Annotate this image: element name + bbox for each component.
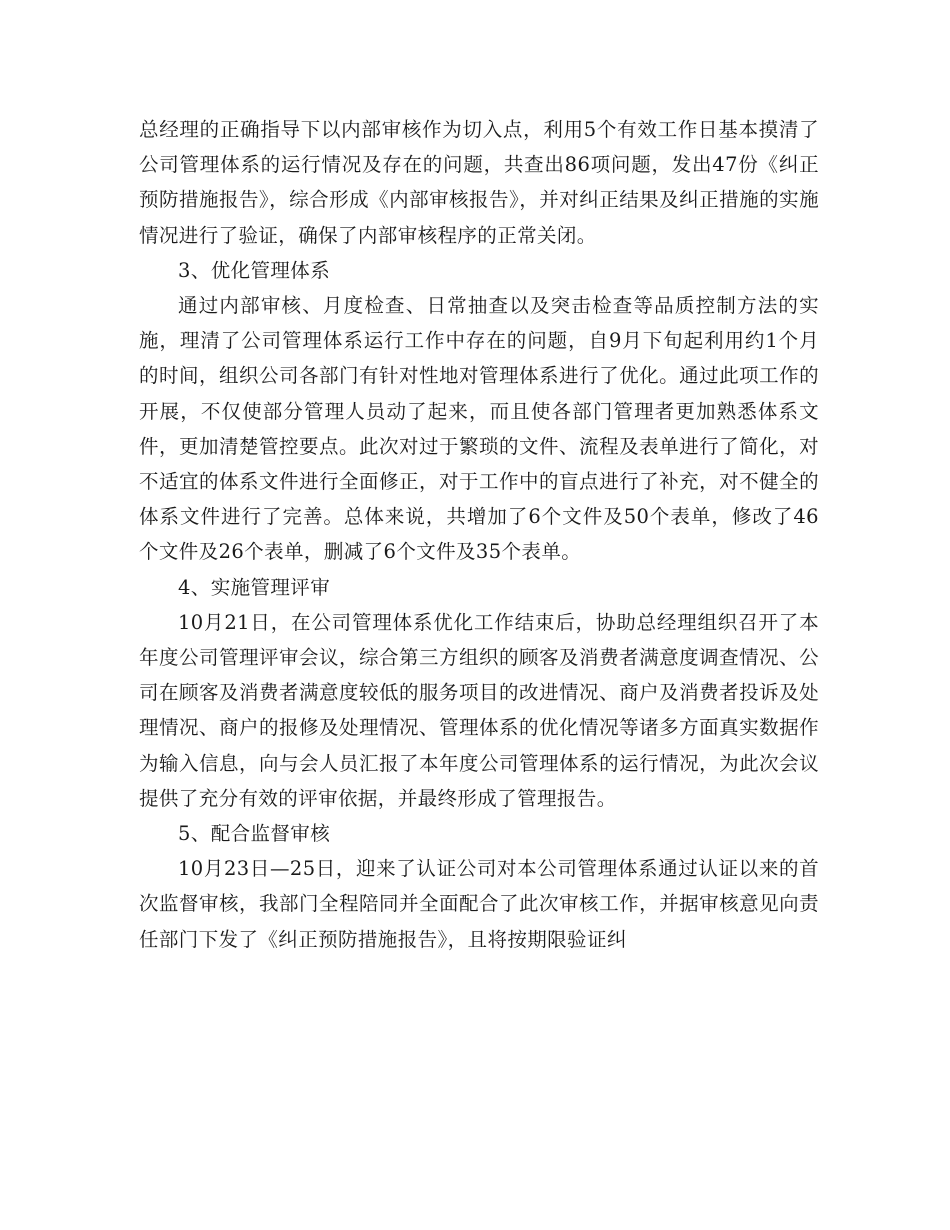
heading-supervision-audit: 5、配合监督审核	[178, 822, 331, 846]
paragraph-internal-audit-continued: 总经理的正确指导下以内部审核作为切入点，利用5个有效工作日基本摸清了公司管理体系的运行情况及存在的问题，共查出86项问题，发出47份《纠正预防措施报告》，综合形成《内部审核报告》，并对纠正结果及纠正措施的实施情况进行了验证，确保了内部审核程序的正常关闭。	[139, 118, 819, 247]
document-body	[139, 112, 819, 957]
paragraph-management-review: 10月21日，在公司管理体系优化工作结束后，协助总经理组织召开了本年度公司管理评审会议，综合第三方组织的顾客及消费者满意度调查情况、公司在顾客及消费者满意度较低的服务项目的改进情况、商户及消费者投诉及处理情况、商户的报修及处理情况、管理体系的优化情况等诸多方面真实数据作为输入信息，向与会人员汇报了本年度公司管理体系的运行情况，为此次会议提供了充分有效的评审依据，并最终形成了管理报告。	[139, 610, 819, 810]
paragraph-supervision-audit: 10月23日—25日，迎来了认证公司对本公司管理体系通过认证以来的首次监督审核，我部门全程陪同并全面配合了此次审核工作，并据审核意见向责任部门下发了《纠正预防措施报告》，且将按期限验证纠	[139, 857, 819, 951]
heading-management-review: 4、实施管理评审	[178, 575, 331, 599]
heading-optimize-management-system: 3、优化管理体系	[178, 258, 331, 282]
paragraph-optimize-management-system: 通过内部审核、月度检查、日常抽查以及突击检查等品质控制方法的实施，理清了公司管理体系运行工作中存在的问题，自9月下旬起利用约1个月的时间，组织公司各部门有针对性地对管理体系进行了优化。通过此项工作的开展，不仅使部分管理人员动了起来，而且使各部门管理者更加熟悉体系文件，更加清楚管控要点。此次对过于繁琐的文件、流程及表单进行了简化，对不适宜的体系文件进行全面修正，对于工作中的盲点进行了补充，对不健全的体系文件进行了完善。总体来说，共增加了6个文件及50个表单，修改了46个文件及26个表单，删减了6个文件及35个表单。	[139, 294, 819, 564]
